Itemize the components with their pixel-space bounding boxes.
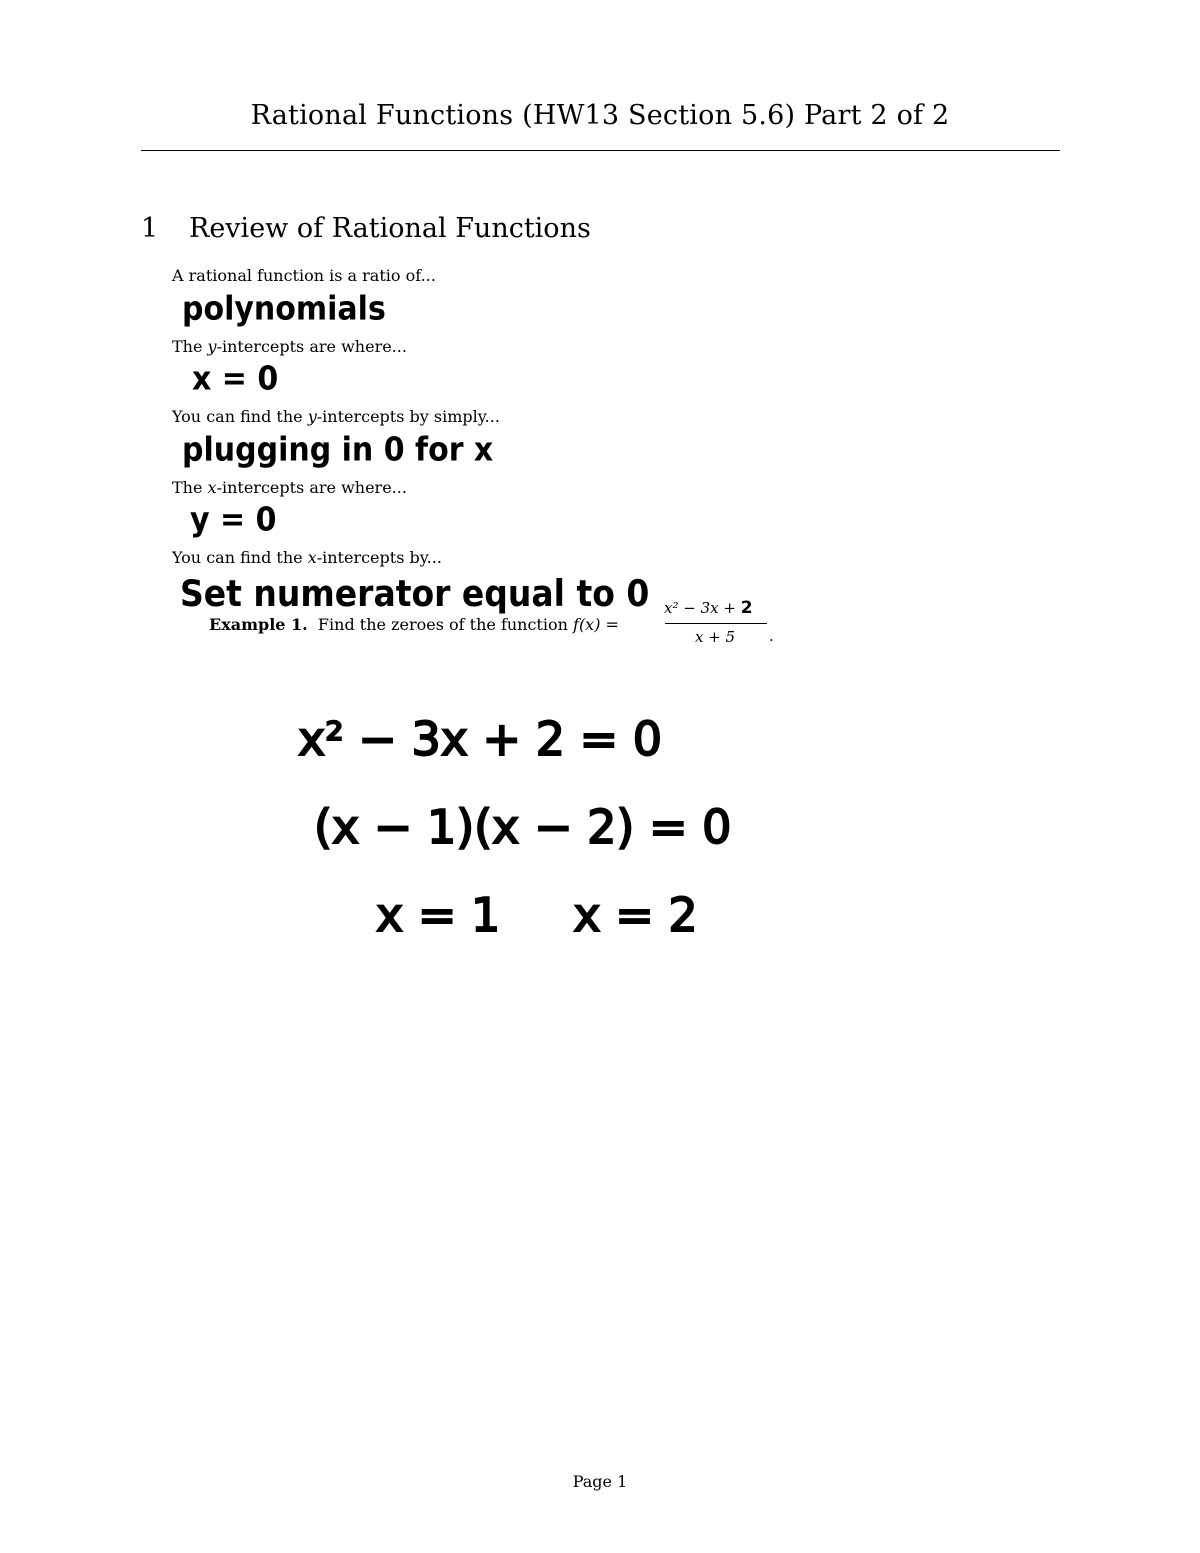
document-title: Rational Functions (HW13 Section 5.6) Part 2 of 2 xyxy=(250,100,950,131)
question-prompt-2 xyxy=(172,337,407,356)
work-line-1: x² − 3x + 2 = 0 xyxy=(298,712,663,766)
prompt-text-post: -intercepts are where... xyxy=(216,478,407,497)
example-label: Example 1. xyxy=(209,615,308,634)
page-number: Page 1 xyxy=(572,1472,628,1491)
work-line-2: (x − 1)(x − 2) = 0 xyxy=(314,800,732,854)
fraction-denominator xyxy=(665,628,765,646)
work-line-3: x = 1 x = 2 xyxy=(376,888,698,942)
section-number: 1 xyxy=(141,213,159,244)
handwritten-answer-3: plugging in 0 for x xyxy=(182,431,494,470)
example-period: . xyxy=(769,627,774,645)
example-text: Find the zeroes of the function xyxy=(317,615,568,634)
prompt-text-post: -intercepts by... xyxy=(316,548,442,567)
prompt-text-pre: The xyxy=(172,337,208,356)
prompt-text-post: -intercepts by simply... xyxy=(316,407,500,426)
question-prompt-1 xyxy=(172,266,436,285)
fraction-numerator xyxy=(664,598,774,618)
denominator-text: x + 5 xyxy=(694,628,736,646)
handwritten-answer-5: Set numerator equal to 0 xyxy=(180,572,650,615)
title-divider xyxy=(141,150,1060,151)
prompt-text-pre: You can find the xyxy=(172,548,308,567)
handwritten-answer-4: y = 0 xyxy=(190,501,277,540)
question-prompt-4 xyxy=(172,478,407,497)
example-function: f(x) = xyxy=(573,615,619,634)
prompt-variable: y xyxy=(207,337,217,356)
handwritten-answer-1: polynomials xyxy=(182,290,386,329)
section-title: Review of Rational Functions xyxy=(189,213,591,244)
prompt-text: A rational function is a ratio of... xyxy=(172,266,436,285)
prompt-text-pre: The xyxy=(172,478,208,497)
prompt-variable: y xyxy=(307,407,317,426)
numerator-text: x² − 3x + xyxy=(664,599,736,617)
prompt-text-pre: You can find the xyxy=(172,407,308,426)
example-statement xyxy=(209,615,619,634)
handwritten-answer-2: x = 0 xyxy=(192,360,279,399)
prompt-variable: x xyxy=(307,548,317,567)
numerator-handwritten: 2 xyxy=(740,598,753,618)
prompt-variable: x xyxy=(207,478,217,497)
prompt-text-post: -intercepts are where... xyxy=(216,337,407,356)
section-heading xyxy=(141,213,591,244)
fraction-bar xyxy=(665,623,767,624)
question-prompt-5 xyxy=(172,548,442,567)
question-prompt-3 xyxy=(172,407,500,426)
